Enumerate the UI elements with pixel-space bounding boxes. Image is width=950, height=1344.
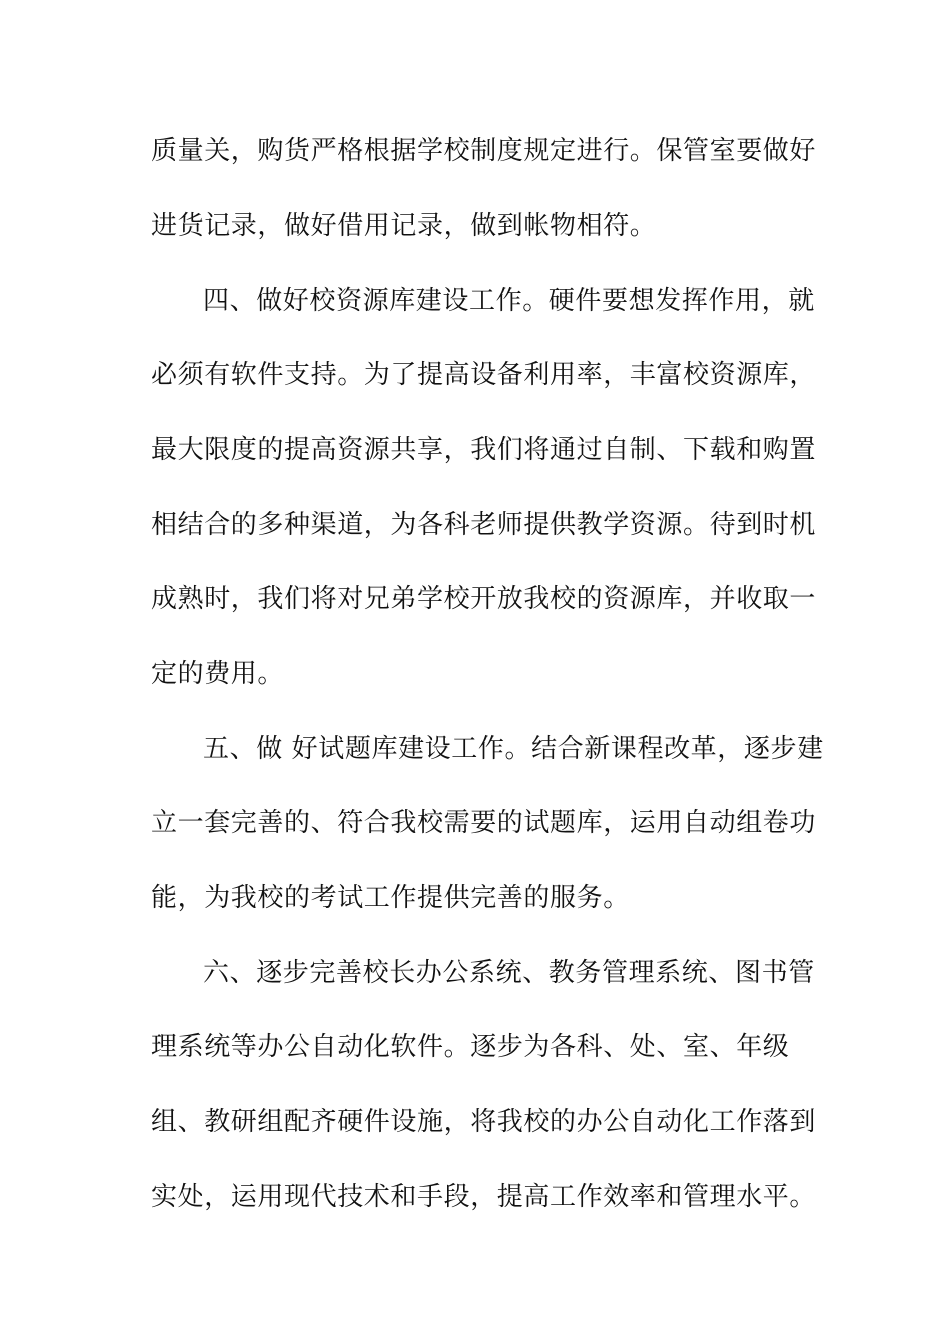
text-line-8: 定的费用。 [151, 659, 285, 689]
text-line-4: 必须有软件支持。为了提高设备利用率，丰富校资源库， [151, 360, 817, 390]
paragraph-5-start: 五、做 好试题库建设工作。结合新课程改革，逐步建 [203, 734, 824, 764]
paragraph-6-start: 六、逐步完善校长办公系统、教务管理系统、图书管 [203, 958, 815, 988]
text-line-5: 最大限度的提高资源共享，我们将通过自制、下载和购置 [151, 435, 817, 465]
text-line-7: 成熟时，我们将对兄弟学校开放我校的资源库，并收取一 [151, 584, 817, 614]
text-line-10: 立一套完善的、符合我校需要的试题库，运用自动组卷功 [151, 808, 817, 838]
text-line-2: 进货记录，做好借用记录，做到帐物相符。 [151, 211, 657, 241]
text-line-1: 质量关，购货严格根据学校制度规定进行。保管室要做好 [151, 136, 817, 166]
text-line-15: 实处，运用现代技术和手段，提高工作效率和管理水平。 [151, 1182, 817, 1212]
text-line-11: 能，为我校的考试工作提供完善的服务。 [151, 883, 630, 913]
paragraph-4-start: 四、做好校资源库建设工作。硬件要想发挥作用，就 [203, 286, 815, 316]
text-line-13: 理系统等办公自动化软件。逐步为各科、处、室、年级 [151, 1032, 790, 1062]
text-line-6: 相结合的多种渠道，为各科老师提供教学资源。待到时机 [151, 510, 817, 540]
text-line-14: 组、教研组配齐硬件设施，将我校的办公自动化工作落到 [151, 1107, 817, 1137]
